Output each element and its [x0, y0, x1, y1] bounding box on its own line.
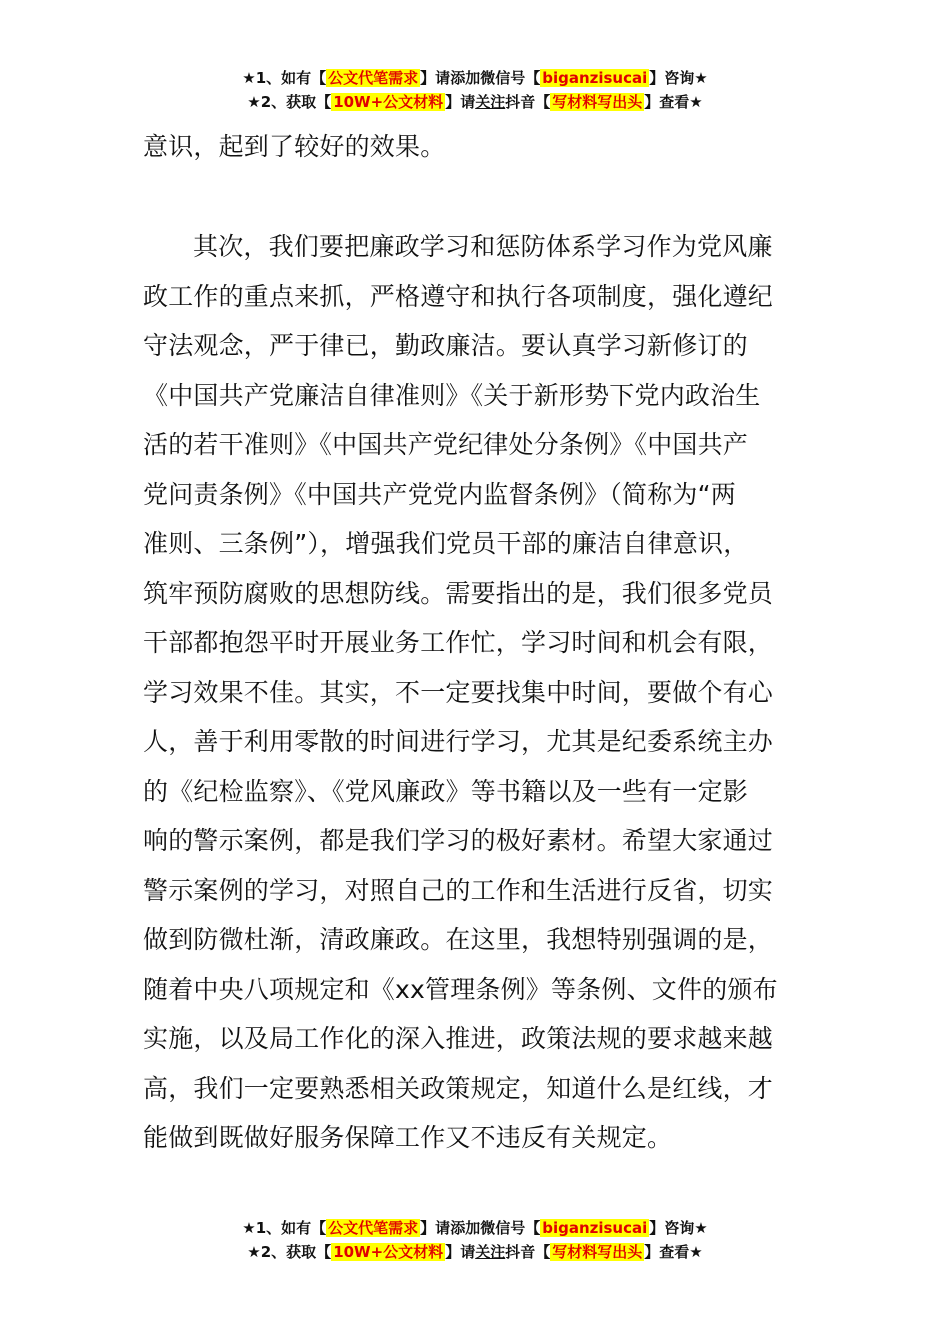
- banner-highlight: 写材料写出头: [552, 1243, 643, 1261]
- text-line: 党问责条例》《中国共产党党内监督条例》（简称为“两: [143, 479, 736, 509]
- text-line: 意识，起到了较好的效果。: [143, 132, 446, 161]
- banner-highlight: 公文代笔需求: [328, 1219, 419, 1237]
- paragraph-second: [143, 222, 809, 1163]
- text-line: 做到防微杜渐，清政廉政。在这里，我想特别强调的是，: [143, 925, 774, 954]
- text-line: 干部都抱怨平时开展业务工作忙，学习时间和机会有限，: [143, 628, 774, 657]
- text-line: 准则、三条例”），增强我们党员干部的廉洁自律意识，: [143, 529, 749, 558]
- banner-text: ★1、如有【: [242, 1219, 327, 1237]
- banner-text: 】咨询★: [649, 69, 708, 87]
- text-line: 《中国共产党廉洁自律准则》《关于新形势下党内政治生: [143, 380, 761, 410]
- paragraph-continuation: [143, 122, 809, 172]
- banner-line-1: [0, 66, 950, 90]
- banner-emphasis: 添加: [450, 1219, 481, 1237]
- text-line: 守法观念，严于律已，勤政廉洁。要认真学习新修订的: [143, 331, 748, 360]
- footer-banner: [0, 1216, 950, 1264]
- text-line: 能做到既做好服务保障工作又不违反有关规定。: [143, 1123, 673, 1152]
- banner-emphasis: 关注: [475, 93, 506, 111]
- banner-emphasis: 关注: [475, 1243, 506, 1261]
- banner-text: 】请: [445, 1243, 476, 1261]
- banner-highlight: biganzisucai: [542, 1219, 648, 1237]
- banner-line-2: [0, 90, 950, 114]
- banner-emphasis: 添加: [450, 69, 481, 87]
- text-line: 其次，我们要把廉政学习和惩防体系学习作为党风廉: [193, 232, 773, 261]
- banner-line-2: [0, 1240, 950, 1264]
- banner-text: 微信号【: [480, 69, 541, 87]
- text-line: 警示案例的学习，对照自己的工作和生活进行反省，切实: [143, 875, 774, 905]
- text-line: 活的若干准则》《中国共产党纪律处分条例》《中国共产: [143, 430, 749, 459]
- text-line: 响的警示案例，都是我们学习的极好素材。希望大家通过: [143, 826, 774, 855]
- banner-highlight: 10W+公文材料: [333, 93, 444, 111]
- banner-text: 】咨询★: [649, 1219, 708, 1237]
- banner-text: 】请: [420, 1219, 451, 1237]
- banner-highlight: biganzisucai: [542, 69, 648, 87]
- banner-text: ★1、如有【: [242, 69, 327, 87]
- text-line: 学习效果不佳。其实，不一定要找集中时间，要做个有心: [143, 677, 774, 707]
- banner-text: 抖音【: [505, 93, 551, 111]
- text-line: 实施，以及局工作化的深入推进，政策法规的要求越来越: [143, 1024, 774, 1053]
- banner-line-1: [0, 1216, 950, 1240]
- text-line: 高，我们一定要熟悉相关政策规定，知道什么是红线，才: [143, 1073, 774, 1103]
- banner-text: ★2、获取【: [247, 93, 332, 111]
- text-line: 人，善于利用零散的时间进行学习，尤其是纪委系统主办: [143, 727, 774, 756]
- text-line: 随着中央八项规定和《xx管理条例》等条例、文件的颁布: [143, 974, 778, 1004]
- banner-text: 】请: [420, 69, 451, 87]
- banner-text: ★2、获取【: [247, 1243, 332, 1261]
- banner-highlight: 写材料写出头: [552, 93, 643, 111]
- header-banner: [0, 66, 950, 114]
- banner-text: 】请: [445, 93, 476, 111]
- text-line: 的《纪检监察》、《党风廉政》等书籍以及一些有一定影: [143, 776, 749, 806]
- banner-text: 】查看★: [644, 93, 703, 111]
- banner-highlight: 10W+公文材料: [333, 1243, 444, 1261]
- text-line: 筑牢预防腐败的思想防线。需要指出的是，我们很多党员: [143, 578, 774, 608]
- banner-text: 抖音【: [505, 1243, 551, 1261]
- text-line: 政工作的重点来抓，严格遵守和执行各项制度，强化遵纪: [143, 281, 774, 311]
- banner-text: 】查看★: [644, 1243, 703, 1261]
- banner-text: 微信号【: [480, 1219, 541, 1237]
- banner-highlight: 公文代笔需求: [328, 69, 419, 87]
